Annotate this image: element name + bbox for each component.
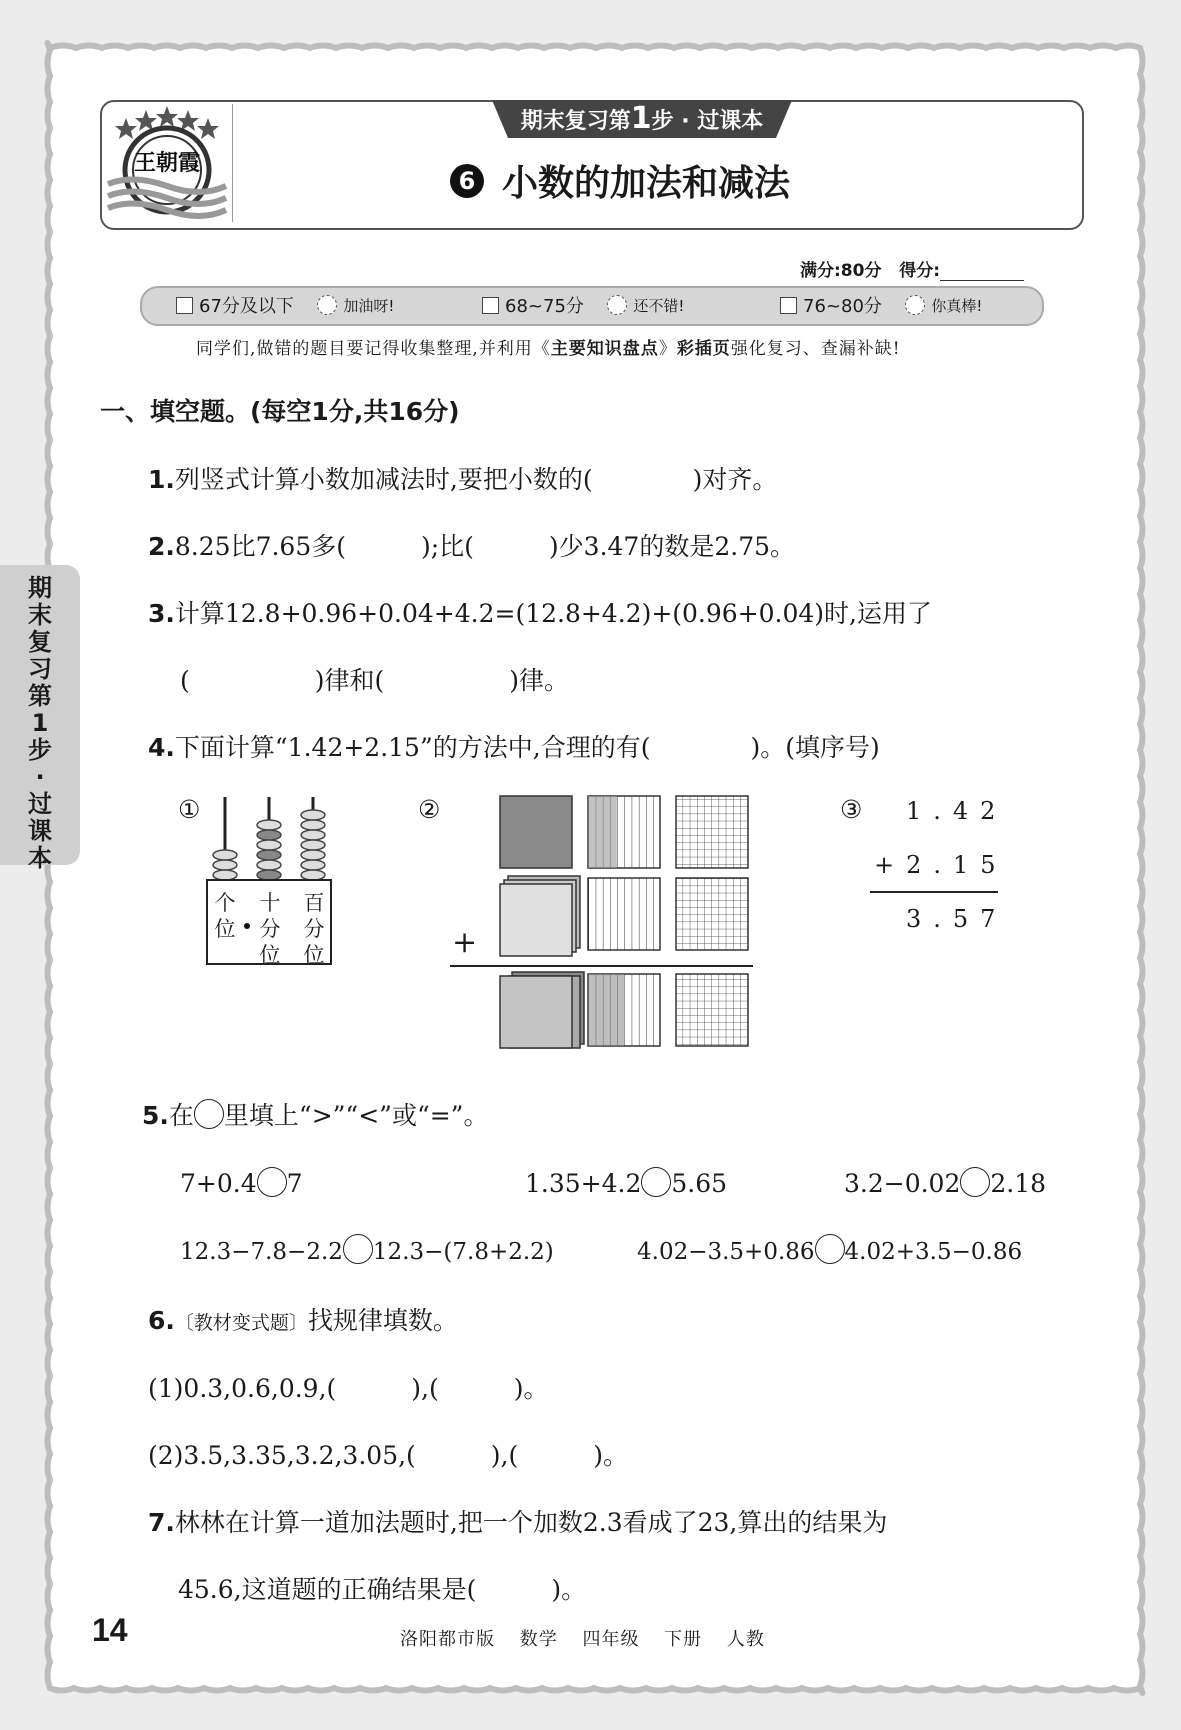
- question-6: [148, 1301, 458, 1337]
- abacus-label-tenths: 十分位: [259, 891, 281, 967]
- question-text: 找规律填数。: [307, 1306, 458, 1335]
- circle-blank-icon: [194, 1099, 224, 1129]
- question-3: [148, 594, 932, 630]
- page-number: 14: [92, 1612, 128, 1648]
- band-note: 加油呀!: [343, 296, 395, 315]
- band-range: 68~75分: [505, 296, 584, 317]
- question-tag: 〔教材变式题〕: [174, 1312, 308, 1334]
- band-item-low: [176, 292, 394, 318]
- question-1: [148, 460, 777, 496]
- band-range: 67分及以下: [199, 296, 294, 317]
- compare-left: 1.35+4.2: [525, 1169, 642, 1198]
- logo-text: 王朝霞: [133, 150, 201, 176]
- question-number: 7.: [148, 1508, 175, 1537]
- question-2: [148, 527, 795, 563]
- question-6-part-2: (2)3.5,3.35,3.2,3.05,( ),( )。: [148, 1441, 629, 1470]
- band-note: 还不错!: [633, 296, 685, 315]
- full-score: 满分:80分: [800, 261, 882, 281]
- question-5: [142, 1096, 488, 1132]
- notice-post: 强化复习、查漏补缺!: [730, 339, 901, 359]
- notice-bold2: 彩插页: [676, 339, 731, 359]
- compare-left: 12.3−7.8−2.2: [180, 1239, 343, 1265]
- unit-number-badge: 6: [450, 164, 484, 198]
- question-6-part-1: (1)0.3,0.6,0.9,( ),( )。: [148, 1374, 549, 1403]
- compare-right: 5.65: [671, 1169, 728, 1198]
- question-text: 8.25比7.65多( );比( )少3.47的数是2.75。: [174, 532, 796, 561]
- compare-item-5: [637, 1234, 1022, 1265]
- grid-figure: [445, 792, 755, 1052]
- notice-mid: 》: [658, 339, 677, 359]
- band-note: 你真棒!: [931, 296, 983, 315]
- question-text: 列竖式计算小数加减法时,要把小数的( )对齐。: [174, 465, 778, 494]
- compare-left: 7+0.4: [180, 1169, 257, 1198]
- question-text: 林林在计算一道加法题时,把一个加数2.3看成了23,算出的结果为: [174, 1508, 888, 1537]
- compare-right: 7: [286, 1169, 303, 1198]
- question-text: ( )律和( )律。: [180, 666, 570, 695]
- compare-right: 2.18: [990, 1169, 1047, 1198]
- abacus-label-ones: 个位: [214, 891, 236, 941]
- notice-text: [196, 334, 901, 359]
- compare-item-4: [180, 1234, 554, 1265]
- title-text: 小数的加法和减法: [502, 163, 791, 204]
- checkbox-low[interactable]: [176, 297, 193, 314]
- option-1-label: ①: [178, 795, 201, 824]
- compare-right: 12.3−(7.8+2.2): [372, 1239, 554, 1265]
- face-icon: [317, 295, 337, 315]
- score-line: [800, 256, 1024, 281]
- vertical-result: 3.57: [906, 905, 1008, 933]
- question-7: [148, 1503, 887, 1539]
- vertical-addend-a: 1.42: [906, 797, 1008, 825]
- question-3-line2: [180, 661, 569, 697]
- compare-circle[interactable]: [343, 1234, 373, 1264]
- notice-pre: 同学们,做错的题目要记得收集整理,并利用《: [196, 339, 551, 359]
- question-number: 6.: [148, 1306, 175, 1335]
- question-number: 2.: [148, 532, 175, 561]
- ribbon-text: [492, 100, 792, 138]
- abacus-label-hundredths: 百分位: [303, 891, 325, 967]
- band-range: 76~80分: [803, 296, 882, 317]
- footer-text: 洛阳都市版 数学 四年级 下册 人教: [400, 1629, 765, 1650]
- face-icon: [905, 295, 925, 315]
- compare-circle[interactable]: [257, 1167, 287, 1197]
- checkbox-high[interactable]: [780, 297, 797, 314]
- compare-right: 4.02+3.5−0.86: [844, 1239, 1023, 1265]
- plus-sign: +: [452, 925, 478, 960]
- checkbox-mid[interactable]: [482, 297, 499, 314]
- vertical-rule: [870, 891, 998, 893]
- question-text: 下面计算“1.42+2.15”的方法中,合理的有( )。(填序号): [174, 733, 880, 762]
- question-text: 在: [168, 1101, 194, 1130]
- question-number: 4.: [148, 733, 175, 762]
- logo-badge: [104, 104, 230, 222]
- question-text: 里填上“>”“<”或“=”。: [223, 1101, 489, 1130]
- score-blank[interactable]: [940, 280, 1024, 281]
- ribbon-prefix: 期末复习第: [520, 109, 631, 134]
- score-label: 得分:: [899, 261, 941, 281]
- question-7-line2: 45.6,这道题的正确结果是( )。: [178, 1575, 587, 1604]
- compare-left: 3.2−0.02: [844, 1169, 961, 1198]
- compare-item-2: [525, 1167, 727, 1198]
- question-number: 3.: [148, 599, 175, 628]
- option-3-label: ③: [840, 795, 863, 824]
- compare-circle[interactable]: [960, 1167, 990, 1197]
- compare-item-1: [180, 1167, 303, 1198]
- notice-bold: 主要知识盘点: [550, 339, 659, 359]
- face-icon: [607, 295, 627, 315]
- compare-left: 4.02−3.5+0.86: [637, 1239, 815, 1265]
- logo-separator: [232, 104, 233, 222]
- vertical-addend-b: +2.15: [874, 851, 1008, 879]
- section-heading: 一、填空题。(每空1分,共16分): [100, 397, 460, 426]
- side-tab-text: 期末复习第1步·过课本: [28, 574, 52, 872]
- compare-item-3: [844, 1167, 1046, 1198]
- band-item-high: [780, 292, 982, 318]
- page-title: [450, 155, 790, 206]
- option-2-label: ②: [418, 795, 441, 824]
- question-4: [148, 728, 880, 764]
- compare-circle[interactable]: [641, 1167, 671, 1197]
- question-number: 5.: [142, 1101, 169, 1130]
- band-item-mid: [482, 292, 684, 318]
- ribbon-suffix: 步 · 过课本: [651, 109, 764, 134]
- compare-circle[interactable]: [815, 1234, 845, 1264]
- ribbon-step-number: 1: [630, 101, 652, 136]
- question-text: 计算12.8+0.96+0.04+4.2=(12.8+4.2)+(0.96+0.04)时,运用了: [174, 599, 932, 628]
- question-number: 1.: [148, 465, 175, 494]
